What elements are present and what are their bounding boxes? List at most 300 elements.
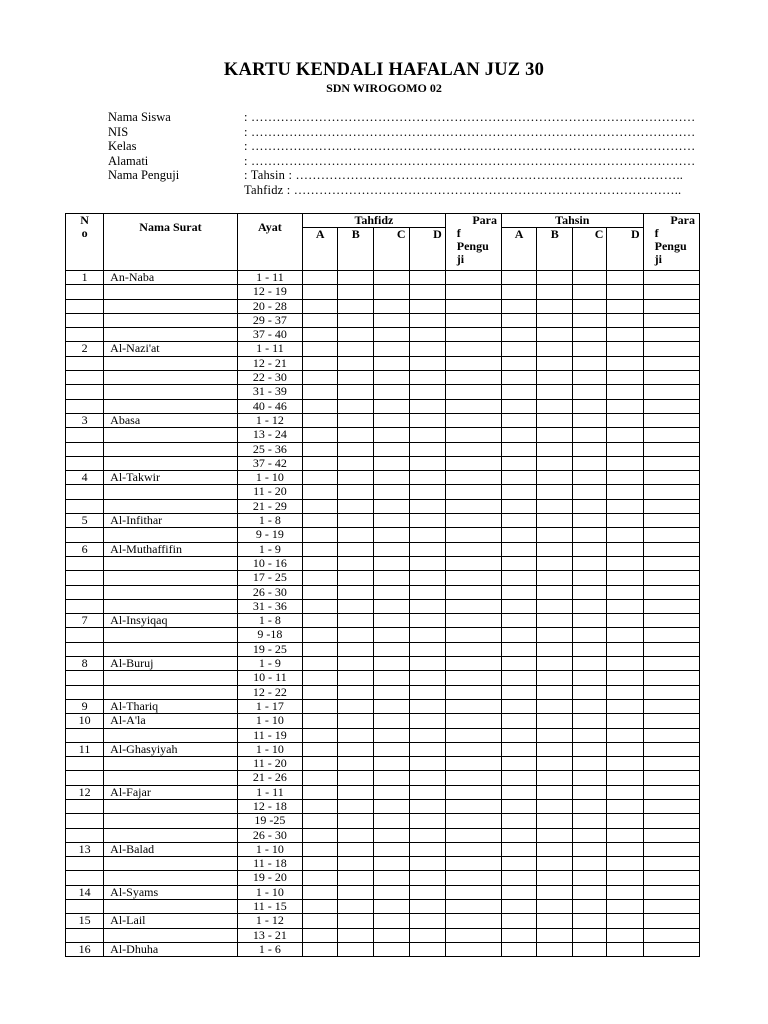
cell-tahsin-d[interactable] <box>607 671 643 685</box>
cell-tahfidz-d[interactable] <box>409 928 445 942</box>
cell-paraf-tahsin[interactable] <box>643 528 699 542</box>
cell-tahsin-b[interactable] <box>537 342 573 356</box>
cell-tahfidz-d[interactable] <box>409 399 445 413</box>
cell-tahsin-a[interactable] <box>501 413 536 427</box>
cell-paraf-tahsin[interactable] <box>643 828 699 842</box>
cell-tahfidz-b[interactable] <box>338 413 374 427</box>
cell-paraf-tahfidz[interactable] <box>445 857 501 871</box>
cell-tahsin-d[interactable] <box>607 556 643 570</box>
cell-tahfidz-c[interactable] <box>374 771 409 785</box>
cell-tahsin-b[interactable] <box>537 928 573 942</box>
cell-tahsin-a[interactable] <box>501 900 536 914</box>
cell-tahfidz-b[interactable] <box>338 814 374 828</box>
cell-paraf-tahfidz[interactable] <box>445 842 501 856</box>
cell-tahfidz-a[interactable] <box>303 757 338 771</box>
cell-tahsin-b[interactable] <box>537 528 573 542</box>
cell-tahsin-d[interactable] <box>607 313 643 327</box>
cell-tahfidz-c[interactable] <box>374 914 409 928</box>
cell-tahsin-d[interactable] <box>607 356 643 370</box>
cell-tahfidz-a[interactable] <box>303 299 338 313</box>
cell-paraf-tahfidz[interactable] <box>445 371 501 385</box>
cell-tahfidz-b[interactable] <box>338 928 374 942</box>
cell-tahsin-b[interactable] <box>537 399 573 413</box>
cell-tahsin-a[interactable] <box>501 871 536 885</box>
cell-paraf-tahfidz[interactable] <box>445 428 501 442</box>
cell-tahsin-b[interactable] <box>537 428 573 442</box>
cell-tahsin-d[interactable] <box>607 585 643 599</box>
cell-tahsin-c[interactable] <box>573 771 607 785</box>
cell-tahfidz-b[interactable] <box>338 842 374 856</box>
cell-tahfidz-a[interactable] <box>303 371 338 385</box>
cell-paraf-tahsin[interactable] <box>643 271 699 285</box>
cell-tahsin-d[interactable] <box>607 757 643 771</box>
cell-paraf-tahsin[interactable] <box>643 456 699 470</box>
cell-tahfidz-d[interactable] <box>409 628 445 642</box>
cell-tahfidz-b[interactable] <box>338 485 374 499</box>
cell-tahsin-a[interactable] <box>501 342 536 356</box>
cell-tahfidz-d[interactable] <box>409 299 445 313</box>
cell-tahfidz-d[interactable] <box>409 914 445 928</box>
cell-paraf-tahsin[interactable] <box>643 942 699 956</box>
cell-tahsin-a[interactable] <box>501 928 536 942</box>
cell-tahsin-d[interactable] <box>607 742 643 756</box>
cell-tahsin-d[interactable] <box>607 514 643 528</box>
cell-tahsin-c[interactable] <box>573 556 607 570</box>
cell-tahsin-c[interactable] <box>573 685 607 699</box>
cell-tahfidz-c[interactable] <box>374 599 409 613</box>
cell-tahfidz-a[interactable] <box>303 599 338 613</box>
cell-tahfidz-a[interactable] <box>303 728 338 742</box>
cell-tahsin-a[interactable] <box>501 328 536 342</box>
cell-tahfidz-a[interactable] <box>303 571 338 585</box>
cell-tahfidz-c[interactable] <box>374 699 409 713</box>
cell-paraf-tahfidz[interactable] <box>445 542 501 556</box>
cell-tahsin-b[interactable] <box>537 285 573 299</box>
cell-paraf-tahsin[interactable] <box>643 571 699 585</box>
cell-tahsin-d[interactable] <box>607 499 643 513</box>
cell-tahfidz-d[interactable] <box>409 542 445 556</box>
cell-tahfidz-a[interactable] <box>303 413 338 427</box>
cell-paraf-tahfidz[interactable] <box>445 556 501 570</box>
cell-tahsin-c[interactable] <box>573 757 607 771</box>
cell-tahsin-d[interactable] <box>607 714 643 728</box>
cell-tahsin-b[interactable] <box>537 885 573 899</box>
cell-tahfidz-b[interactable] <box>338 514 374 528</box>
cell-tahfidz-d[interactable] <box>409 514 445 528</box>
cell-tahsin-b[interactable] <box>537 313 573 327</box>
cell-tahfidz-b[interactable] <box>338 799 374 813</box>
cell-tahfidz-a[interactable] <box>303 285 338 299</box>
cell-tahsin-c[interactable] <box>573 428 607 442</box>
cell-tahfidz-a[interactable] <box>303 671 338 685</box>
cell-tahfidz-d[interactable] <box>409 456 445 470</box>
cell-tahfidz-a[interactable] <box>303 942 338 956</box>
cell-paraf-tahsin[interactable] <box>643 514 699 528</box>
cell-tahfidz-a[interactable] <box>303 528 338 542</box>
cell-paraf-tahfidz[interactable] <box>445 799 501 813</box>
cell-tahfidz-d[interactable] <box>409 356 445 370</box>
cell-tahfidz-c[interactable] <box>374 885 409 899</box>
cell-tahsin-b[interactable] <box>537 413 573 427</box>
cell-tahsin-b[interactable] <box>537 371 573 385</box>
cell-tahsin-c[interactable] <box>573 499 607 513</box>
cell-tahsin-d[interactable] <box>607 842 643 856</box>
cell-tahsin-b[interactable] <box>537 814 573 828</box>
cell-tahsin-c[interactable] <box>573 642 607 656</box>
cell-tahfidz-a[interactable] <box>303 785 338 799</box>
cell-tahfidz-b[interactable] <box>338 671 374 685</box>
cell-tahfidz-a[interactable] <box>303 385 338 399</box>
cell-tahsin-a[interactable] <box>501 742 536 756</box>
cell-tahfidz-a[interactable] <box>303 399 338 413</box>
cell-paraf-tahsin[interactable] <box>643 928 699 942</box>
cell-tahsin-a[interactable] <box>501 599 536 613</box>
cell-paraf-tahsin[interactable] <box>643 914 699 928</box>
cell-tahfidz-a[interactable] <box>303 928 338 942</box>
cell-tahfidz-c[interactable] <box>374 442 409 456</box>
cell-tahsin-b[interactable] <box>537 771 573 785</box>
cell-tahsin-a[interactable] <box>501 371 536 385</box>
cell-tahsin-d[interactable] <box>607 628 643 642</box>
cell-tahfidz-c[interactable] <box>374 799 409 813</box>
cell-tahsin-a[interactable] <box>501 614 536 628</box>
cell-tahsin-c[interactable] <box>573 456 607 470</box>
cell-tahfidz-c[interactable] <box>374 842 409 856</box>
cell-tahsin-c[interactable] <box>573 671 607 685</box>
cell-paraf-tahsin[interactable] <box>643 728 699 742</box>
cell-tahfidz-d[interactable] <box>409 942 445 956</box>
cell-tahfidz-d[interactable] <box>409 814 445 828</box>
cell-tahsin-a[interactable] <box>501 785 536 799</box>
cell-tahfidz-c[interactable] <box>374 271 409 285</box>
cell-tahsin-a[interactable] <box>501 942 536 956</box>
cell-tahsin-d[interactable] <box>607 485 643 499</box>
cell-tahfidz-c[interactable] <box>374 900 409 914</box>
cell-tahsin-c[interactable] <box>573 799 607 813</box>
cell-paraf-tahfidz[interactable] <box>445 385 501 399</box>
cell-tahfidz-b[interactable] <box>338 942 374 956</box>
cell-tahfidz-d[interactable] <box>409 471 445 485</box>
cell-paraf-tahfidz[interactable] <box>445 271 501 285</box>
cell-paraf-tahsin[interactable] <box>643 771 699 785</box>
cell-tahsin-b[interactable] <box>537 785 573 799</box>
cell-paraf-tahfidz[interactable] <box>445 614 501 628</box>
cell-paraf-tahsin[interactable] <box>643 585 699 599</box>
cell-paraf-tahsin[interactable] <box>643 471 699 485</box>
cell-paraf-tahfidz[interactable] <box>445 942 501 956</box>
cell-paraf-tahfidz[interactable] <box>445 657 501 671</box>
cell-tahsin-a[interactable] <box>501 556 536 570</box>
cell-paraf-tahfidz[interactable] <box>445 356 501 370</box>
cell-tahsin-d[interactable] <box>607 542 643 556</box>
cell-tahfidz-b[interactable] <box>338 542 374 556</box>
cell-tahsin-c[interactable] <box>573 542 607 556</box>
cell-tahsin-b[interactable] <box>537 642 573 656</box>
cell-tahsin-d[interactable] <box>607 657 643 671</box>
cell-paraf-tahfidz[interactable] <box>445 514 501 528</box>
cell-tahsin-b[interactable] <box>537 842 573 856</box>
cell-tahsin-a[interactable] <box>501 514 536 528</box>
cell-tahfidz-c[interactable] <box>374 585 409 599</box>
cell-tahfidz-b[interactable] <box>338 785 374 799</box>
cell-tahfidz-d[interactable] <box>409 285 445 299</box>
cell-paraf-tahfidz[interactable] <box>445 499 501 513</box>
cell-paraf-tahsin[interactable] <box>643 742 699 756</box>
cell-tahsin-d[interactable] <box>607 857 643 871</box>
cell-tahsin-d[interactable] <box>607 814 643 828</box>
cell-tahfidz-c[interactable] <box>374 471 409 485</box>
cell-tahfidz-c[interactable] <box>374 785 409 799</box>
cell-tahfidz-d[interactable] <box>409 857 445 871</box>
cell-tahsin-a[interactable] <box>501 585 536 599</box>
cell-tahfidz-c[interactable] <box>374 499 409 513</box>
cell-paraf-tahsin[interactable] <box>643 442 699 456</box>
cell-tahfidz-d[interactable] <box>409 828 445 842</box>
cell-tahfidz-a[interactable] <box>303 356 338 370</box>
cell-tahfidz-b[interactable] <box>338 528 374 542</box>
cell-tahfidz-b[interactable] <box>338 399 374 413</box>
cell-tahfidz-d[interactable] <box>409 556 445 570</box>
cell-tahsin-c[interactable] <box>573 614 607 628</box>
cell-paraf-tahsin[interactable] <box>643 328 699 342</box>
cell-tahfidz-d[interactable] <box>409 385 445 399</box>
cell-tahfidz-b[interactable] <box>338 499 374 513</box>
cell-paraf-tahsin[interactable] <box>643 399 699 413</box>
cell-tahsin-c[interactable] <box>573 628 607 642</box>
cell-tahfidz-b[interactable] <box>338 885 374 899</box>
cell-tahfidz-a[interactable] <box>303 900 338 914</box>
cell-tahfidz-d[interactable] <box>409 885 445 899</box>
cell-tahfidz-a[interactable] <box>303 428 338 442</box>
cell-tahfidz-c[interactable] <box>374 528 409 542</box>
cell-tahsin-d[interactable] <box>607 699 643 713</box>
cell-tahfidz-c[interactable] <box>374 413 409 427</box>
cell-tahsin-c[interactable] <box>573 313 607 327</box>
cell-tahfidz-b[interactable] <box>338 871 374 885</box>
cell-paraf-tahsin[interactable] <box>643 556 699 570</box>
cell-tahsin-c[interactable] <box>573 399 607 413</box>
cell-tahsin-c[interactable] <box>573 942 607 956</box>
cell-tahsin-c[interactable] <box>573 356 607 370</box>
cell-tahfidz-a[interactable] <box>303 628 338 642</box>
cell-tahfidz-a[interactable] <box>303 842 338 856</box>
cell-tahsin-d[interactable] <box>607 428 643 442</box>
cell-tahfidz-c[interactable] <box>374 485 409 499</box>
cell-paraf-tahsin[interactable] <box>643 885 699 899</box>
cell-tahsin-d[interactable] <box>607 928 643 942</box>
cell-tahfidz-d[interactable] <box>409 413 445 427</box>
cell-tahfidz-a[interactable] <box>303 871 338 885</box>
cell-tahfidz-b[interactable] <box>338 271 374 285</box>
cell-tahsin-b[interactable] <box>537 628 573 642</box>
cell-tahsin-d[interactable] <box>607 728 643 742</box>
cell-tahfidz-c[interactable] <box>374 671 409 685</box>
cell-tahsin-d[interactable] <box>607 614 643 628</box>
cell-tahsin-d[interactable] <box>607 599 643 613</box>
cell-tahsin-a[interactable] <box>501 914 536 928</box>
cell-tahsin-d[interactable] <box>607 385 643 399</box>
cell-tahsin-b[interactable] <box>537 742 573 756</box>
cell-tahsin-c[interactable] <box>573 528 607 542</box>
cell-tahfidz-d[interactable] <box>409 799 445 813</box>
cell-paraf-tahsin[interactable] <box>643 285 699 299</box>
cell-paraf-tahfidz[interactable] <box>445 399 501 413</box>
cell-tahsin-c[interactable] <box>573 342 607 356</box>
cell-tahsin-c[interactable] <box>573 271 607 285</box>
cell-tahfidz-c[interactable] <box>374 828 409 842</box>
cell-tahfidz-a[interactable] <box>303 799 338 813</box>
cell-tahsin-d[interactable] <box>607 299 643 313</box>
cell-tahsin-b[interactable] <box>537 657 573 671</box>
cell-tahfidz-c[interactable] <box>374 371 409 385</box>
cell-tahfidz-c[interactable] <box>374 328 409 342</box>
cell-paraf-tahfidz[interactable] <box>445 313 501 327</box>
cell-paraf-tahfidz[interactable] <box>445 471 501 485</box>
cell-tahsin-c[interactable] <box>573 299 607 313</box>
cell-tahfidz-c[interactable] <box>374 514 409 528</box>
cell-tahsin-b[interactable] <box>537 514 573 528</box>
cell-tahsin-b[interactable] <box>537 599 573 613</box>
cell-paraf-tahfidz[interactable] <box>445 585 501 599</box>
cell-tahsin-a[interactable] <box>501 714 536 728</box>
cell-tahfidz-b[interactable] <box>338 599 374 613</box>
cell-tahsin-c[interactable] <box>573 728 607 742</box>
cell-tahfidz-c[interactable] <box>374 342 409 356</box>
cell-tahsin-a[interactable] <box>501 442 536 456</box>
cell-tahsin-b[interactable] <box>537 499 573 513</box>
cell-tahfidz-b[interactable] <box>338 857 374 871</box>
cell-tahfidz-a[interactable] <box>303 914 338 928</box>
cell-paraf-tahsin[interactable] <box>643 385 699 399</box>
cell-tahsin-d[interactable] <box>607 785 643 799</box>
cell-tahsin-d[interactable] <box>607 413 643 427</box>
cell-tahfidz-c[interactable] <box>374 757 409 771</box>
cell-tahsin-c[interactable] <box>573 814 607 828</box>
cell-tahsin-b[interactable] <box>537 728 573 742</box>
cell-tahfidz-b[interactable] <box>338 556 374 570</box>
cell-tahsin-a[interactable] <box>501 471 536 485</box>
cell-tahsin-b[interactable] <box>537 571 573 585</box>
cell-tahsin-a[interactable] <box>501 657 536 671</box>
cell-tahfidz-b[interactable] <box>338 728 374 742</box>
cell-paraf-tahsin[interactable] <box>643 614 699 628</box>
cell-tahsin-c[interactable] <box>573 785 607 799</box>
cell-tahsin-c[interactable] <box>573 842 607 856</box>
cell-tahsin-c[interactable] <box>573 857 607 871</box>
cell-paraf-tahfidz[interactable] <box>445 285 501 299</box>
cell-tahfidz-d[interactable] <box>409 485 445 499</box>
cell-tahfidz-b[interactable] <box>338 757 374 771</box>
cell-tahfidz-d[interactable] <box>409 528 445 542</box>
cell-tahsin-a[interactable] <box>501 628 536 642</box>
cell-tahfidz-a[interactable] <box>303 685 338 699</box>
cell-tahfidz-a[interactable] <box>303 714 338 728</box>
cell-tahfidz-b[interactable] <box>338 685 374 699</box>
cell-tahsin-d[interactable] <box>607 271 643 285</box>
cell-paraf-tahfidz[interactable] <box>445 571 501 585</box>
cell-tahfidz-d[interactable] <box>409 771 445 785</box>
cell-tahsin-a[interactable] <box>501 356 536 370</box>
cell-tahfidz-c[interactable] <box>374 356 409 370</box>
cell-tahsin-d[interactable] <box>607 642 643 656</box>
cell-paraf-tahfidz[interactable] <box>445 914 501 928</box>
cell-tahsin-c[interactable] <box>573 471 607 485</box>
cell-tahsin-b[interactable] <box>537 757 573 771</box>
cell-tahfidz-c[interactable] <box>374 542 409 556</box>
cell-tahfidz-b[interactable] <box>338 328 374 342</box>
cell-tahsin-b[interactable] <box>537 828 573 842</box>
cell-tahfidz-c[interactable] <box>374 313 409 327</box>
cell-tahsin-d[interactable] <box>607 885 643 899</box>
cell-paraf-tahsin[interactable] <box>643 714 699 728</box>
cell-tahfidz-a[interactable] <box>303 742 338 756</box>
cell-tahsin-a[interactable] <box>501 771 536 785</box>
cell-tahfidz-b[interactable] <box>338 342 374 356</box>
cell-tahsin-b[interactable] <box>537 614 573 628</box>
cell-tahsin-a[interactable] <box>501 842 536 856</box>
cell-paraf-tahfidz[interactable] <box>445 442 501 456</box>
cell-tahfidz-c[interactable] <box>374 642 409 656</box>
cell-tahfidz-c[interactable] <box>374 814 409 828</box>
cell-tahfidz-b[interactable] <box>338 714 374 728</box>
cell-tahsin-c[interactable] <box>573 413 607 427</box>
cell-tahsin-d[interactable] <box>607 371 643 385</box>
cell-paraf-tahsin[interactable] <box>643 671 699 685</box>
cell-tahfidz-b[interactable] <box>338 771 374 785</box>
cell-tahfidz-d[interactable] <box>409 714 445 728</box>
cell-tahfidz-c[interactable] <box>374 742 409 756</box>
cell-paraf-tahsin[interactable] <box>643 857 699 871</box>
cell-tahfidz-b[interactable] <box>338 828 374 842</box>
cell-tahsin-b[interactable] <box>537 685 573 699</box>
cell-tahsin-b[interactable] <box>537 942 573 956</box>
cell-tahsin-b[interactable] <box>537 356 573 370</box>
cell-tahfidz-c[interactable] <box>374 942 409 956</box>
cell-tahfidz-b[interactable] <box>338 385 374 399</box>
cell-tahfidz-a[interactable] <box>303 456 338 470</box>
cell-paraf-tahsin[interactable] <box>643 628 699 642</box>
cell-tahsin-d[interactable] <box>607 799 643 813</box>
cell-paraf-tahsin[interactable] <box>643 342 699 356</box>
cell-tahfidz-b[interactable] <box>338 585 374 599</box>
cell-tahfidz-c[interactable] <box>374 428 409 442</box>
cell-paraf-tahfidz[interactable] <box>445 599 501 613</box>
cell-paraf-tahfidz[interactable] <box>445 885 501 899</box>
cell-tahsin-a[interactable] <box>501 699 536 713</box>
cell-paraf-tahsin[interactable] <box>643 871 699 885</box>
cell-paraf-tahfidz[interactable] <box>445 714 501 728</box>
cell-paraf-tahfidz[interactable] <box>445 456 501 470</box>
cell-tahfidz-c[interactable] <box>374 871 409 885</box>
cell-tahfidz-b[interactable] <box>338 356 374 370</box>
cell-paraf-tahsin[interactable] <box>643 900 699 914</box>
cell-tahsin-c[interactable] <box>573 914 607 928</box>
cell-paraf-tahfidz[interactable] <box>445 742 501 756</box>
cell-tahfidz-a[interactable] <box>303 857 338 871</box>
cell-tahfidz-b[interactable] <box>338 900 374 914</box>
cell-tahfidz-d[interactable] <box>409 871 445 885</box>
cell-tahfidz-a[interactable] <box>303 657 338 671</box>
cell-tahsin-d[interactable] <box>607 828 643 842</box>
cell-tahfidz-c[interactable] <box>374 285 409 299</box>
cell-tahsin-b[interactable] <box>537 442 573 456</box>
cell-tahsin-d[interactable] <box>607 900 643 914</box>
cell-tahsin-d[interactable] <box>607 871 643 885</box>
cell-paraf-tahsin[interactable] <box>643 699 699 713</box>
cell-paraf-tahfidz[interactable] <box>445 699 501 713</box>
cell-tahfidz-d[interactable] <box>409 442 445 456</box>
cell-tahfidz-a[interactable] <box>303 328 338 342</box>
